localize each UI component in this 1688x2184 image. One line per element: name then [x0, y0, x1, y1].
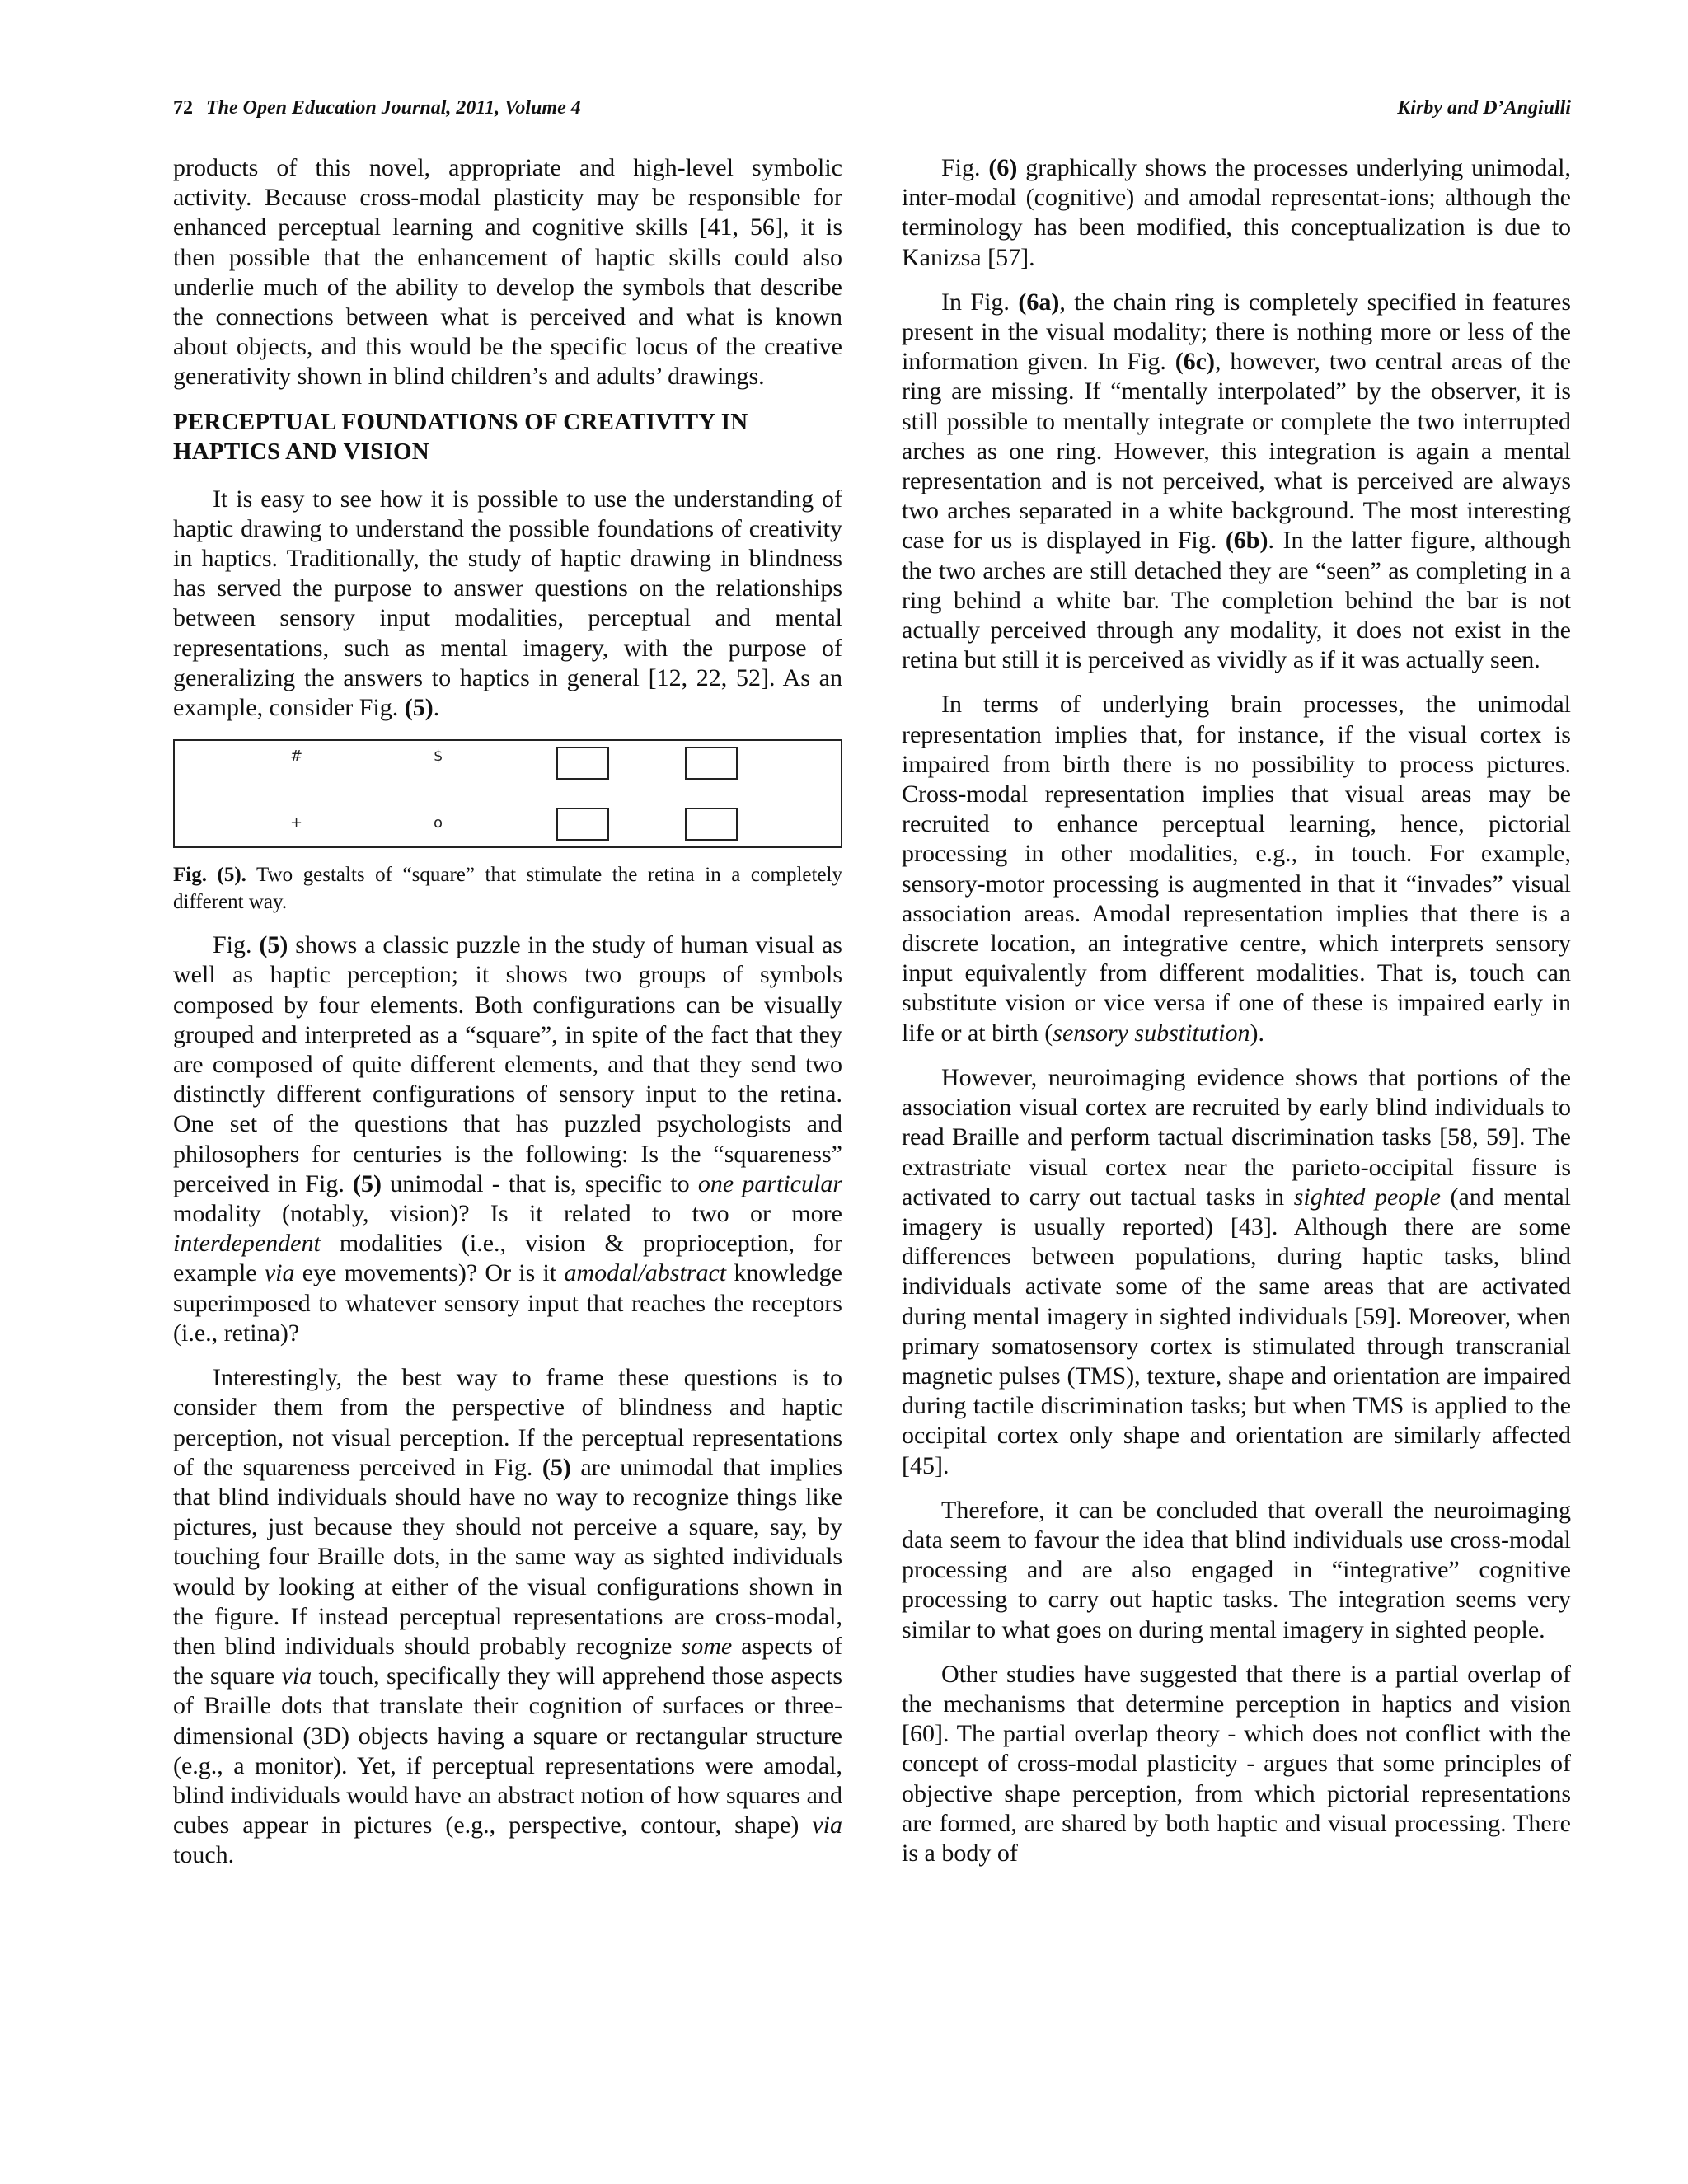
paragraph-other-studies: Other studies have suggested that there is a partial overlap of the mechanisms that determine perception in haptics and vision [60]. The partial overlap theory - which does not conflict with the concept of cross-modal plasticity - argues that some principles of objective shape perception, from which pictorial representations are formed, are shared by both haptic and visual processing. There is a body of	[902, 1660, 1571, 1867]
fig-ref: (5)	[259, 931, 288, 959]
square-box-top-right	[686, 748, 737, 779]
figure-5-graphic	[175, 741, 841, 843]
fig-ref: (5)	[542, 1453, 571, 1481]
paragraph-interestingly: Interestingly, the best way to frame these questions is to consider them from the perspective of blindness and haptic perception, not visual perception. If the perceptual representations of the squareness perceived in Fig. (5) are unimodal that implies that blind individuals should have no way to recognize things like pictures, just because they should not perceive a square, say, by touching four Braille dots, in the same way as sighted individuals would by looking at either of the visual configurations shown in the figure. If instead perceptual representations are cross-modal, then blind individuals should probably recognize some aspects of the square via touch, specifically they will apprehend those aspects of Braille dots that translate their cognition of surfaces or three-dimensional (3D) objects having a square or rectangular structure (e.g., a monitor). Yet, if perceptual representations were amodal, blind individuals would have an abstract notion of how squares and cubes appear in pictures (e.g., perspective, contour, shape) via touch.	[173, 1364, 842, 1869]
paragraph-fig6: Fig. (6) graphically shows the processes underlying unimodal, inter-modal (cognitive) and amodal representat-ions; although the terminology has been modified, this conceptualization is due to Kanizsa [57].	[902, 154, 1571, 271]
fig-ref: (6b)	[1225, 527, 1268, 555]
fig-ref: (6)	[988, 154, 1018, 181]
symbol-circle: o	[434, 814, 443, 832]
square-box-top-left	[557, 748, 608, 779]
fig-ref: (5)	[353, 1169, 382, 1197]
author-names: Kirby and D’Angiulli	[1397, 97, 1571, 119]
figure-5-caption	[173, 861, 842, 916]
section-heading: PERCEPTUAL FOUNDATIONS OF CREATIVITY IN HAPTICS AND VISION	[173, 408, 748, 465]
paragraph-brain: In terms of underlying brain processes, the unimodal representation implies that, for instance, if the visual cortex is impaired from birth there is no possibility to process pictures. Cross-modal representation implies that visual areas may be recruited to enhance perceptual learning, hence, pictorial processing in other modalities, e.g., in touch. For example, sensory-motor processing is augmented in that it “invades” visual association areas. Amodal representation implies that there is a discrete location, an integrative centre, which interprets sensory input equivalently from different modalities. That is, touch can substitute vision or vice versa if one of these is impaired early in life or at birth (sensory substitution).	[902, 691, 1571, 1047]
caption-label: Fig. (5).	[173, 864, 246, 887]
fig-ref: (6a)	[1018, 288, 1060, 316]
journal-title: The Open Education Journal, 2011, Volume 4	[206, 97, 581, 119]
fig-ref: (6c)	[1175, 348, 1215, 376]
caption-text: Two gestalts of “square” that stimulate the retina in a completely different way.	[173, 864, 842, 914]
paragraph-intro: products of this novel, appropriate and high-level symbolic activity. Because cross-modal plasticity may be responsible for enhanced perceptual learning and cognitive skills [41, 56], it is then possible that the enhancement of haptic skills could also underlie much of the ability to develop the symbols that describe the connections between what is perceived and what is known about objects, and this would be the specific locus of the creative generativity shown in blind children’s and adults’ drawings.	[173, 154, 842, 391]
right-column	[902, 153, 1571, 1868]
square-box-bottom-left	[557, 808, 608, 840]
paragraph-easy: It is easy to see how it is possible to use the understanding of haptic drawing to understand the possible foundations of creativity in haptics. Traditionally, the study of haptic drawing in blindness has served the purpose to answer questions on the relationships between sensory input modalities, perceptual and mental representations, such as mental imagery, with the purpose of generalizing the answers to haptics in general [12, 22, 52]. As an example, consider Fig. (5).	[173, 485, 842, 722]
page-number: 72	[173, 97, 193, 119]
symbol-plus: +	[290, 814, 303, 832]
paragraph-fig6a: In Fig. (6a), the chain ring is completely specified in features present in the visual modality; there is nothing more or less of the information given. In Fig. (6c), however, two central areas of the ring are missing. If “mentally interpolated” by the observer, it is still possible to mentally integrate or complete the two interrupted arches as one ring. However, this integration is again a mental representation and is not perceived, what is perceived are always two arches separated in a white background. The most interesting case for us is displayed in Fig. (6b). In the latter figure, although the two arches are still detached they are “seen” as completing in a ring behind a white bar. The completion behind the bar is not actually perceived through any modality, it does not exist in the retina but still it is perceived as vividly as if it was actually seen.	[902, 288, 1571, 674]
paragraph-fig5: Fig. (5) shows a classic puzzle in the study of human visual as well as haptic perception; it shows two groups of symbols composed by four elements. Both configurations can be visually grouped and interpreted as a “square”, in spite of the fact that they are composed of quite different elements, and that they send two distinctly different configurations of sensory input to the retina. One set of the questions that has puzzled psychologists and philosophers for centuries is the following: Is the “squareness” perceived in Fig. (5) unimodal - that is, specific to one particular modality (notably, vision)? Is it related to two or more interdependent modalities (i.e., vision & proprioception, for example via eye movements)? Or is it amodal/abstract knowledge superimposed to whatever sensory input that reaches the receptors (i.e., retina)?	[173, 931, 842, 1347]
symbol-dollar: $	[434, 748, 443, 766]
square-box-bottom-right	[686, 808, 737, 840]
symbol-hash: #	[290, 748, 303, 766]
fig-ref: (5)	[404, 694, 434, 722]
paragraph-neuroimaging: However, neuroimaging evidence shows that portions of the association visual cortex are recruited by early blind individuals to read Braille and perform tactual discrimination tasks [58, 59]. The extrastriate visual cortex near the parieto-occipital fissure is activated to carry out tactual tasks in sighted people (and mental imagery is usually reported) [43]. Although there are some differences between populations, during haptic tasks, blind individuals activate some of the same areas that are activated during mental imagery in sighted individuals [59]. Moreover, when primary somatosensory cortex is stimulated through transcranial magnetic pulses (TMS), texture, shape and orientation are impaired during tactile discrimination tasks; but when TMS is applied to the occipital cortex only shape and orientation are similarly affected [45].	[902, 1063, 1571, 1479]
journal-citation	[173, 97, 581, 120]
paragraph-therefore: Therefore, it can be concluded that overall the neuroimaging data seem to favour the idea that blind individuals use cross-modal processing and are also engaged in “integrative” cognitive processing to carry out haptic tasks. The integration seems very similar to what goes on during mental imagery in sighted people.	[902, 1496, 1571, 1643]
left-column	[173, 153, 842, 1871]
figure-5	[173, 739, 842, 848]
running-head	[173, 97, 1571, 120]
